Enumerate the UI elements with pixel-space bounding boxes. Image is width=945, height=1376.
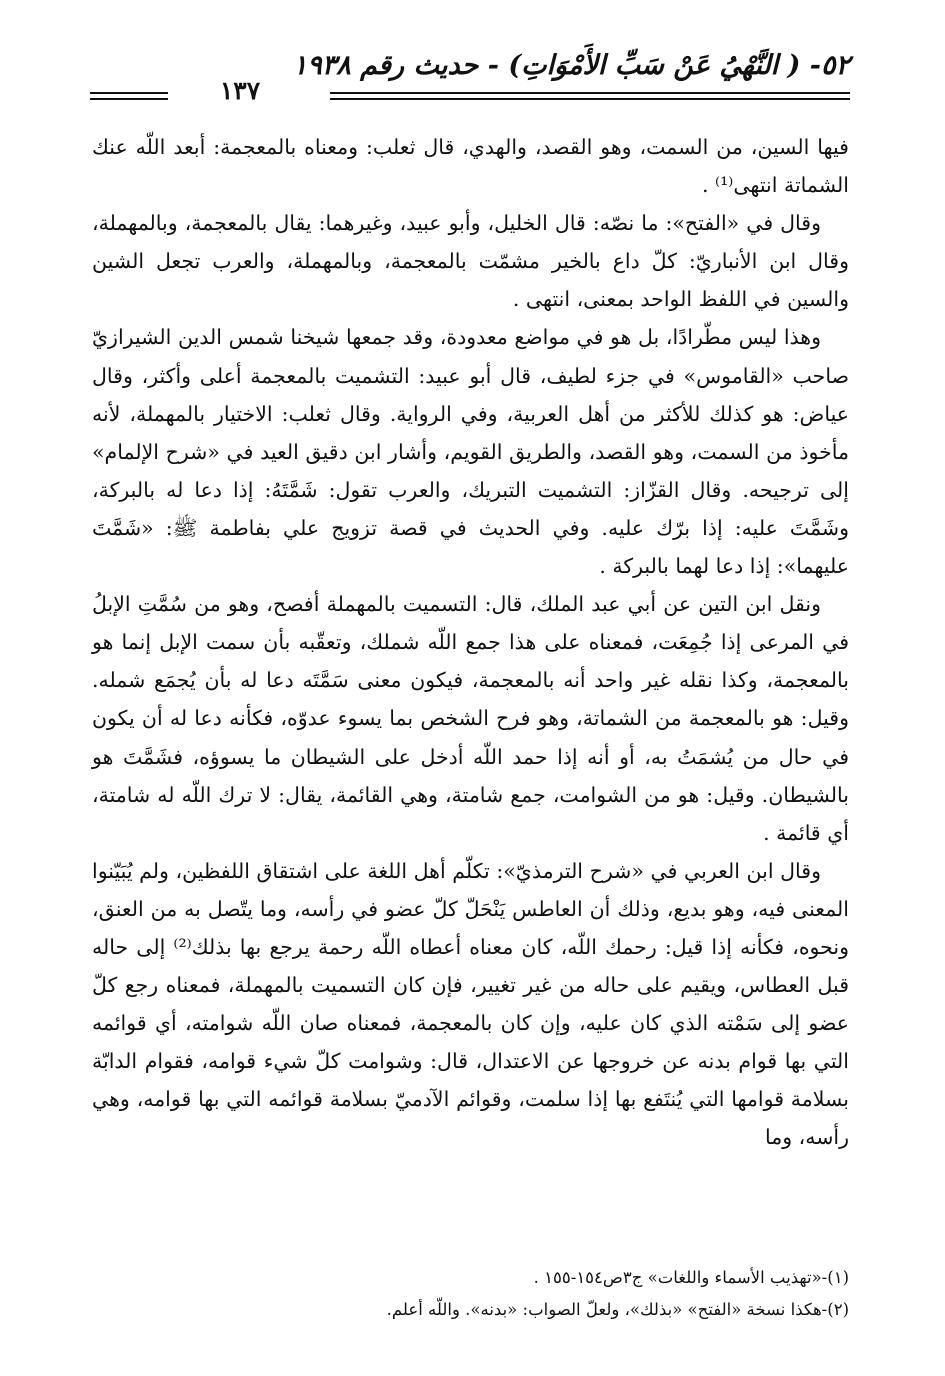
body-text	[92, 128, 849, 1157]
paragraph: ونقل ابن التين عن أبي عبد الملك، قال: التسميت بالمهملة أفصح، وهو من سُمَّتِ الإبلُ في المرعى إذا جُمِعَت، فمعناه على هذا جمع اللّه شملك، وتعقّبه بأن سمت الإبل إنما هو بالمعجمة، وكذا نقله غير واحد أنه بالمعجمة، فيكون معنى سَمَّتَه دعا له بأن يُجمَع شمله. وقيل: هو بالمعجمة من الشماتة، وهو فرح الشخص بما يسوء عدوّه، فكأنه دعا له أن يكون في حال من يُشمَتُ به، أو أنه إذا حمد اللّه أدخل على الشيطان ما يسوؤه، فشَمَّتَ هو بالشيطان. وقيل: هو من الشوامت، جمع شامتة، وهي القائمة، يقال: لا ترك اللّه له شامتة، أي قائمة .	[92, 592, 849, 845]
footnote: (١)-«تهذيب الأسماء واللغات» ج٣ص١٥٤-١٥٥ .	[533, 1268, 849, 1287]
page-number: ١٣٧	[219, 76, 261, 105]
paragraph: وقال ابن العربي في «شرح الترمذيّ»: تكلّم أهل اللغة على اشتقاق اللفظين، ولم يُبَيّنوا المعنى فيه، وهو بديع، وذلك أن العاطس يَنْحَلّ كلّ عضو في رأسه، وما يتّصل به من العنق، ونحوه، فكأنه إذا قيل: رحمك اللّه، كان معناه أعطاه اللّه رحمة يرجع بها بذلك⁽²⁾ إلى حاله قبل العطاس، ويقيم على حاله من غير تغيير، فإن كان التسميت بالمهملة، فمعناه رجع كلّ عضو إلى سَمْته الذي كان عليه، وإن كان بالمعجمة، فمعناه صان اللّه شوامته، أي قوائمه التي بها قوام بدنه عن خروجها عن الاعتدال، قال: وشوامت كلّ شيء قوامه، فقوام الدابّة بسلامة قوامها التي يُنتَفع بها إذا سلمت، وقوائم الآدميّ بسلامة قوائمه التي بها قوامه، وهي رأسه، وما	[92, 858, 849, 1150]
footnotes	[92, 1262, 849, 1326]
header-rule-short	[90, 92, 168, 100]
paragraph: وهذا ليس مطّرادًا، بل هو في مواضع معدودة، وقد جمعها شيخنا شمس الدين الشيرازيّ صاحب «القاموس» في جزء لطيف، قال أبو عبيد: التشميت بالمعجمة أعلى وأكثر، وقال عياض: هو كذلك للأكثر من أهل العربية، وفي الرواية. وقال ثعلب: الاختيار بالمهملة، لأنه مأخوذ من السمت، وهو القصد، والطريق القويم، وأشار ابن دقيق العيد في «شرح الإلمام» إلى ترجيحه. وقال القزّاز: التشميت التبريك، والعرب تقول: شَمَّتَهُ: إذا دعا له بالبركة، وشَمَّتَ عليه: إذا برّك عليه. وفي الحديث في قصة تزويج علي بفاطمة ﷺ: «شَمَّتَ عليهما»: إذا دعا لهما بالبركة .	[92, 325, 849, 579]
footnote: (٢)-هكذا نسخة «الفتح» «بذلك»، ولعلّ الصواب: «بدنه». واللّه أعلم.	[386, 1300, 849, 1319]
running-head	[90, 46, 850, 105]
paragraph: فيها السين، من السمت، وهو القصد، والهدي، قال ثعلب: ومعناه بالمعجمة: أبعد اللّه عنك الشماتة انتهى⁽¹⁾ .	[92, 135, 849, 198]
header-rule	[330, 92, 850, 100]
chapter-title: ٥٢- ( النَّهْيُ عَنْ سَبِّ الأَمْوَاتِ) - حديث رقم ١٩٣٨	[292, 50, 850, 81]
paragraph: وقال في «الفتح»: ما نصّه: قال الخليل، وأبو عبيد، وغيرهما: يقال بالمعجمة، وبالمهملة، وقال ابن الأنباريّ: كلّ داع بالخير مشمّت بالمعجمة، وبالمهملة، والعرب تجعل الشين والسين في اللفظ الواحد بمعنى، انتهى .	[92, 211, 849, 312]
